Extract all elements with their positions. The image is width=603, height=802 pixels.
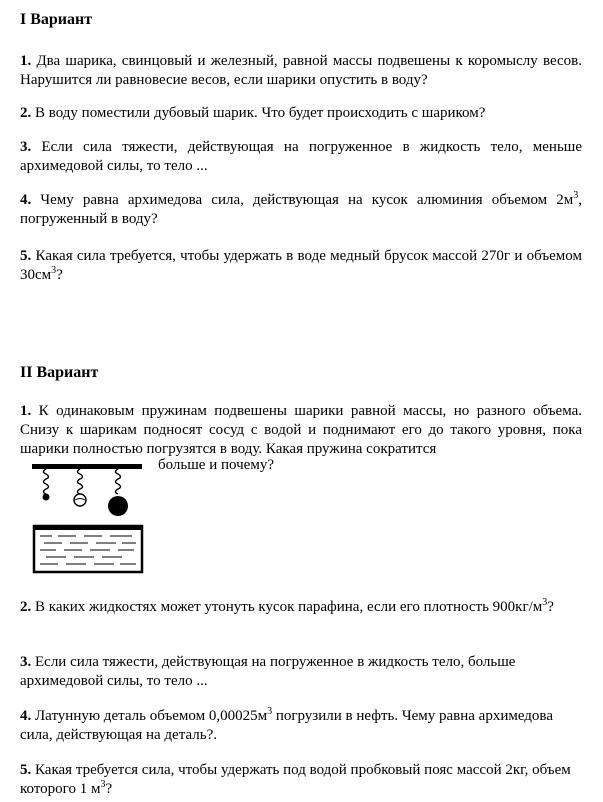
variant-1-heading: I Вариант	[20, 11, 93, 28]
variant-2-question-3: 3. Если сила тяжести, действующая на погруженное в жидкость тело, больше архимедовой силы, то тело ...	[20, 654, 516, 689]
variant-2-question-5: 5. Какая требуется сила, чтобы удержать под водой пробковый пояс массой 2кг, объем которого 1 $м^3$?	[20, 762, 571, 797]
variant-2-question-2: 2. В каких жидкостях может утонуть кусок парафина, если его плотность $900кг/м^3$?	[20, 597, 554, 615]
variant-1-question-5: 5. Какая сила требуется, чтобы удержать в воде медный брусок массой 270г и объемом $30см^3$?	[20, 248, 582, 283]
springs-with-balls-over-water-vessel-icon	[32, 464, 144, 574]
variant-2-question-1-figure-row	[20, 456, 582, 576]
variant-1-question-4: 4. Чему равна архимедова сила, действующая на кусок алюминия объемом $2м^3$, погруженный в воду?	[20, 190, 582, 227]
variant-1-question-3: 3. Если сила тяжести, действующая на погруженное в жидкость тело, меньше архимедовой силы, то тело ...	[20, 139, 582, 174]
variant-2-question-1-tail: больше и почему?	[158, 457, 274, 473]
variant-1-heading-mark: I	[20, 11, 27, 28]
variant-1-question-1: 1. Два шарика, свинцовый и железный, равной массы подвешены к коромыслу весов. Нарушится ли равновесие весов, если шарики опустить в воду?	[20, 53, 582, 88]
variant-2-question-1: 1. К одинаковым пружинам подвешены шарики равной массы, но разного объема. Снизу к шарикам подносят сосуд с водой и поднимают его до такого уровня, пока шарики полностью погрузятся в воду. Какая пружина сократится	[20, 403, 582, 457]
variant-2-heading: II Вариант	[20, 364, 99, 381]
variant-2-question-4: 4. Латунную деталь объемом $0,00025м^3$ погрузили в нефть. Чему равна архимедова сила, действующая на деталь?.	[20, 706, 553, 743]
variant-1-question-2: 2. В воду поместили дубовый шарик. Что будет происходить с шариком?	[20, 105, 486, 121]
